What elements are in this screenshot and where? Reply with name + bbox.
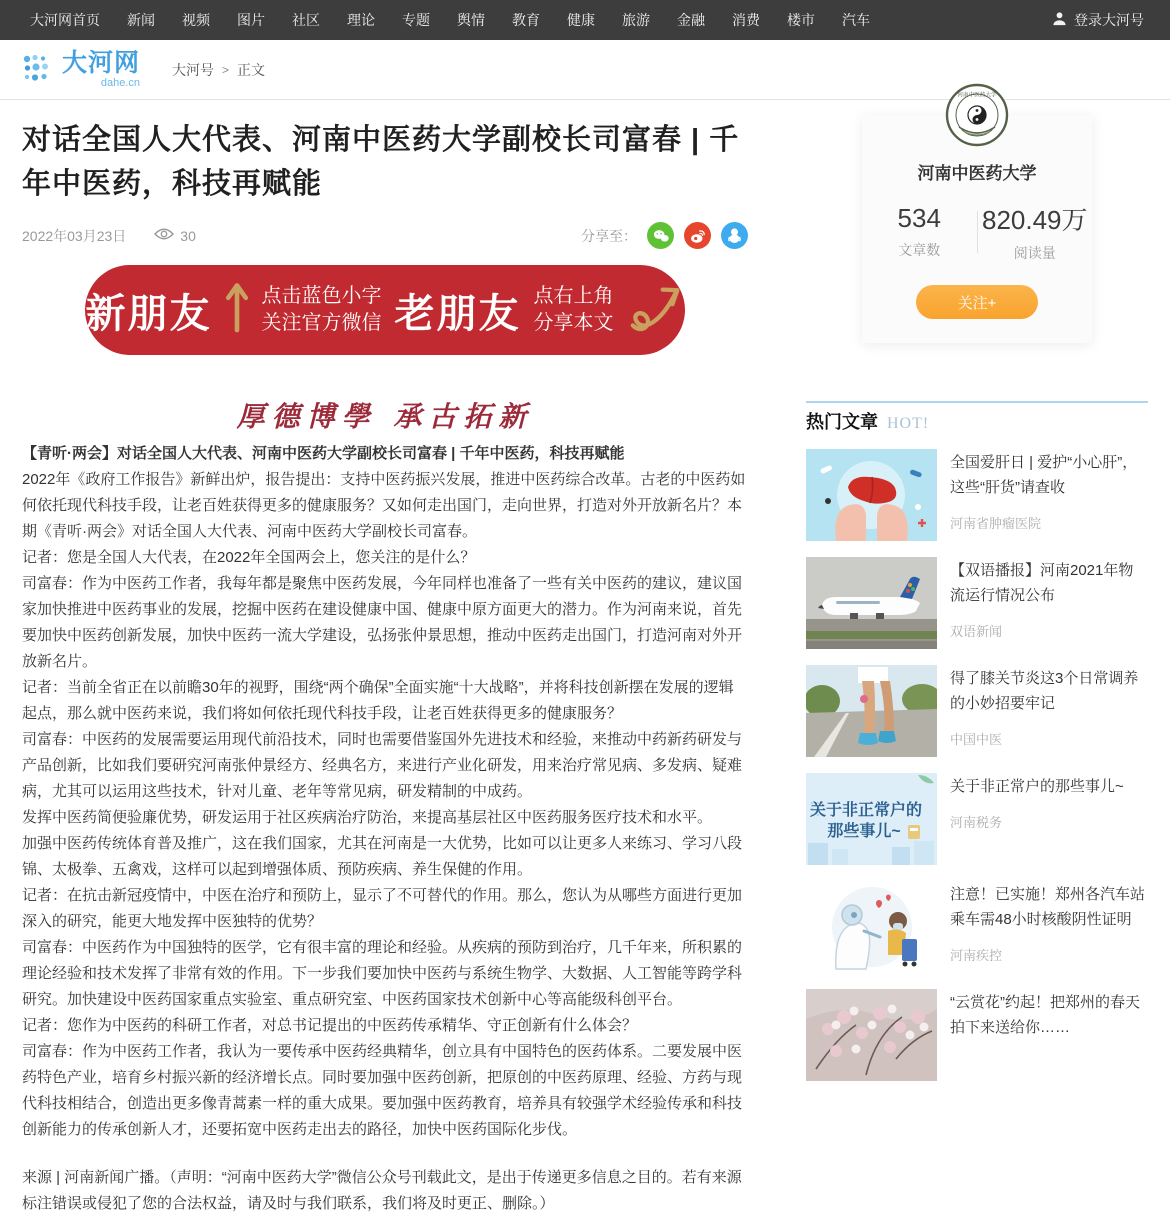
content-wrapper	[0, 92, 1170, 1217]
breadcrumb-section[interactable]: 大河号	[172, 61, 215, 78]
nav-item-community[interactable]: 社区	[292, 12, 320, 28]
hot-article-title[interactable]: 关于非正常户的那些事儿~	[950, 778, 1124, 795]
hot-article-title[interactable]: 全国爱肝日 | 爱护“小心肝”，这些“肝货”请查收	[950, 454, 1138, 496]
article-paragraph: 发挥中医药简便验廉优势，研发运用于社区疾病治疗防治，来提高基层社区中医药服务医疗技术和水平。	[22, 809, 713, 826]
wechat-follow-banner[interactable]	[85, 265, 685, 355]
hot-article-title[interactable]: 【双语播报】河南2021年物流运行情况公布	[950, 562, 1134, 604]
weibo-share-icon[interactable]	[684, 222, 711, 249]
curved-arrow-icon	[627, 277, 685, 344]
blossoms-thumb-image[interactable]	[806, 989, 937, 1081]
article-paragraph: 加强中医药传统体育普及推广，这在我们国家，尤其在河南是一大优势，比如可以让更多人来练习、学习八段锦、太极拳、五禽戏，这样可以起到增强体质、预防疾病、养生保健的作用。	[22, 835, 743, 878]
calligraphy-motto: 厚德博學 承古拓新	[236, 400, 534, 433]
up-arrow-icon	[225, 280, 249, 341]
banner-new-friend-tip: 点击蓝色小字 关注官方微信	[261, 285, 382, 334]
svg-text:那些事儿~: 那些事儿~	[827, 823, 901, 840]
banner-old-friend-label: 老朋友	[394, 291, 521, 336]
hot-article-item[interactable]	[806, 881, 1148, 973]
svg-text:关于非正常户的: 关于非正常户的	[809, 802, 923, 819]
reads-label: 阅读量	[1013, 245, 1056, 261]
tax-notice-thumb-image[interactable]	[806, 773, 937, 865]
share-label: 分享至：	[581, 227, 637, 244]
breadcrumb-separator: >	[222, 62, 230, 77]
covid-test-thumb-image[interactable]	[806, 881, 937, 973]
nav-item-consumption[interactable]: 消费	[732, 12, 760, 28]
hot-article-source: 双语新闻	[950, 624, 1003, 639]
hot-article-title[interactable]: “云赏花”约起！把郑州的春天拍下来送给你……	[950, 994, 1140, 1036]
wechat-share-icon[interactable]	[647, 222, 674, 249]
hot-article-item[interactable]	[806, 449, 1148, 541]
publisher-profile-card	[862, 92, 1092, 343]
svg-text:河南中医药大学: 河南中医药大学	[957, 92, 997, 99]
nav-item-finance[interactable]: 金融	[677, 12, 705, 28]
article-lead: 【青听·两会】对话全国人大代表、河南中医药大学副校长司富春 | 千年中医药，科技再赋能	[22, 445, 625, 462]
hot-article-info	[950, 989, 1148, 1081]
hot-article-info	[950, 881, 1148, 973]
publisher-name: 河南中医药大学	[917, 164, 1037, 183]
share-bar	[581, 222, 748, 249]
hot-article-info	[950, 557, 1148, 649]
logo-subtext: dahe.cn	[100, 76, 141, 89]
nav-item-theory[interactable]: 理论	[347, 12, 375, 28]
hot-article-item[interactable]	[806, 773, 1148, 865]
eye-icon	[154, 227, 174, 244]
article-body	[22, 441, 748, 1217]
knee-runner-thumb-image[interactable]	[806, 665, 937, 757]
hot-article-item[interactable]	[806, 557, 1148, 649]
university-seal-icon	[945, 83, 1009, 147]
sidebar	[806, 92, 1148, 1217]
nav-item-auto[interactable]: 汽车	[842, 12, 870, 28]
hot-articles-section	[806, 401, 1148, 1081]
article-paragraph: 记者：当前全省正在以前瞻30年的视野，围绕“两个确保”全面实施“十大战略”，并将科技创新摆在发展的逻辑起点，那么就中医药来说，我们将如何依托现代科技手段，让老百姓获得更多的健康服务？	[22, 679, 734, 722]
article-paragraph: 2022年《政府工作报告》新鲜出炉，报告提出：支持中医药振兴发展，推进中医药综合改革。古老的中医药如何依托现代科技手段，让老百姓获得更多的健康服务？又如何走出国门，走向世界，打造对外开放新名片？本期《青听·两会》对话全国人大代表、河南中医药大学副校长司富春。	[22, 471, 746, 540]
article-paragraph: 司富春：作为中医药工作者，我认为一要传承中医药经典精华，创立具有中国特色的医药体系。二要发展中医药特色产业，培育乡村振兴新的经济增长点。同时要加强中医药创新，把原创的中医药原理、经验、方药与现代科技相结合，创造出更多像青蒿素一样的重大成果。要加强中医药教育，培养具有较强学术经验传承和科技创新能力的传承创新人才，还要拓宽中医药走出去的路径，加快中医药国际化步伐。	[22, 1043, 743, 1138]
hot-article-source: 河南疾控	[950, 948, 1003, 963]
view-count: 30	[180, 227, 196, 244]
publisher-stats	[862, 200, 1092, 263]
user-icon	[1052, 11, 1067, 29]
article-paragraph: 司富春：中医药的发展需要运用现代前沿技术，同时也需要借鉴国外先进技术和经验，来推动中药新药研发与产品创新，比如我们要研究河南张仲景经方、经典名方，来进行产业化研发，用来治疗常见病、多发病、疑难病，尤其可以运用这些技术，针对儿童、老年等常见病，研发精制的中成药。	[22, 731, 743, 800]
nav-item-education[interactable]: 教育	[512, 12, 540, 28]
logo-text: 大河网	[62, 48, 141, 77]
hot-article-item[interactable]	[806, 665, 1148, 757]
breadcrumb	[172, 60, 265, 80]
top-nav-menu	[30, 10, 897, 30]
articles-count: 534	[897, 203, 941, 233]
page-title: 对话全国人大代表、河南中医药大学副校长司富春 | 千年中医药，科技再赋能	[22, 124, 740, 200]
hot-article-info	[950, 665, 1148, 757]
nav-item-home[interactable]: 大河网首页	[30, 12, 100, 28]
hot-badge: HOT!	[887, 415, 930, 432]
source-note: 来源 | 河南新闻广播。（声明：“河南中医药大学”微信公众号刊载此文，是出于传递更多信息之目的。若有来源标注错误或侵犯了您的合法权益，请及时与我们联系，我们将及时更正、删除。）	[22, 1169, 742, 1212]
banner-old-friend-tip: 点右上角 分享本文	[533, 285, 614, 334]
dahe-logo[interactable]	[22, 48, 141, 89]
articles-label: 文章数	[898, 242, 941, 258]
article-paragraph: 记者：您是全国人大代表，在2022年全国两会上，您关注的是什么？	[22, 549, 476, 566]
hot-articles-list	[806, 449, 1148, 1081]
nav-item-travel[interactable]: 旅游	[622, 12, 650, 28]
article-paragraph: 记者：您作为中医药的科研工作者，对总书记提出的中医药传承精华、守正创新有什么体会？	[22, 1017, 638, 1034]
hot-section-header	[806, 411, 1148, 435]
article-paragraph: 司富春：中医药作为中国独特的医学，它有很丰富的理论和经验。从疾病的预防到治疗，几千年来，所积累的理论经验和技术发挥了非常有效的作用。下一步我们要加快中医药与系统生物学、大数据、人工智能等跨学科研究。加快建设中医药国家重点实验室、重点研究室、中医药国家技术创新中心等高能级科创平台。	[22, 939, 743, 1008]
login-link[interactable]	[1052, 10, 1144, 30]
view-counter	[154, 227, 196, 244]
nav-item-news[interactable]: 新闻	[127, 12, 155, 28]
hot-article-info	[950, 449, 1148, 541]
article-paragraph: 记者：在抗击新冠疫情中，中医在治疗和预防上，显示了不可替代的作用。那么，您认为从哪些方面进行更加深入的研究，能更大地发挥中医独特的优势？	[22, 887, 743, 930]
qq-share-icon[interactable]	[721, 222, 748, 249]
article-paragraph: 司富春：作为中医药工作者，我每年都是聚焦中医药发展，今年同样也准备了一些有关中医药的建议，建议国家加快推进中医药事业的发展，挖掘中医药在建设健康中国、健康中原方面更大的潜力。作为河南来说，首先要加快中医药创新发展，加快中医药一流大学建设，弘扬张仲景思想，推动中医药走出国门，打造河南对外开放新名片。	[22, 575, 743, 670]
nav-item-video[interactable]: 视频	[182, 12, 210, 28]
nav-item-health[interactable]: 健康	[567, 12, 595, 28]
hot-article-source: 中国中医	[950, 732, 1003, 747]
reads-stat	[978, 200, 1093, 263]
hot-section-title: 热门文章	[806, 412, 878, 432]
liver-hands-thumb-image[interactable]	[806, 449, 937, 541]
banner-new-friend-label: 新朋友	[85, 291, 212, 336]
dahe-dots-logo-icon	[22, 53, 56, 89]
hot-article-item[interactable]	[806, 989, 1148, 1081]
reads-count: 820.49万	[981, 205, 1088, 235]
article-meta-row	[22, 222, 748, 249]
articles-stat	[862, 203, 977, 260]
nav-item-property[interactable]: 楼市	[787, 12, 815, 28]
hot-article-title[interactable]: 得了膝关节炎这3个日常调养的小妙招要牢记	[950, 670, 1139, 712]
breadcrumb-current: 正文	[237, 61, 266, 78]
nav-item-topics[interactable]: 专题	[402, 12, 430, 28]
top-nav-bar	[0, 0, 1170, 40]
hot-article-info	[950, 773, 1124, 865]
follow-button[interactable]: 关注+	[916, 285, 1038, 319]
hot-article-source: 河南省肿瘤医院	[950, 516, 1042, 531]
nav-item-opinion[interactable]: 舆情	[457, 12, 485, 28]
hot-article-title[interactable]: 注意！已实施！郑州各汽车站乘车需48小时核酸阴性证明	[950, 886, 1146, 928]
publish-date: 2022年03月23日	[22, 227, 127, 244]
login-label: 登录大河号	[1074, 12, 1144, 28]
hot-article-source: 河南税务	[950, 815, 1003, 830]
nav-item-pictures[interactable]: 图片	[237, 12, 265, 28]
article-column	[22, 100, 748, 1217]
airplane-thumb-image[interactable]	[806, 557, 937, 649]
